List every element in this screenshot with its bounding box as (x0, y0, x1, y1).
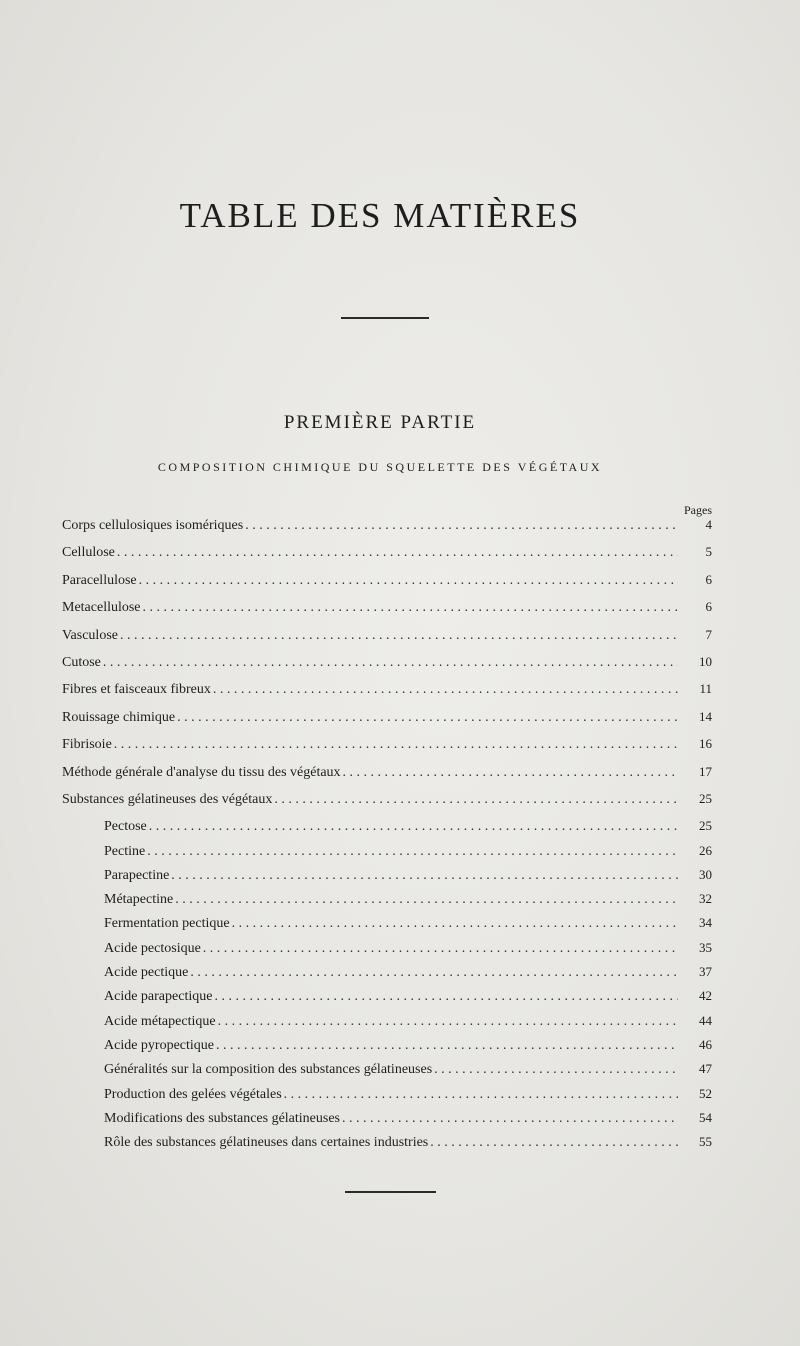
toc-entry-page: 52 (699, 1085, 712, 1101)
toc-subentry (62, 1086, 712, 1110)
toc-entry-page: 35 (699, 939, 712, 955)
toc-entry (62, 544, 712, 571)
leader-dots (343, 765, 678, 781)
toc-subentry (62, 915, 712, 939)
leader-dots (103, 655, 678, 671)
toc-entry-label: Cutose (62, 654, 101, 670)
toc-entry-page: 11 (699, 681, 712, 697)
leader-dots (117, 545, 678, 561)
end-divider (345, 1191, 436, 1193)
toc-entry-page: 54 (699, 1109, 712, 1125)
leader-dots (430, 1135, 678, 1151)
toc-entry-label: Métapectine (104, 892, 174, 908)
leader-dots (245, 518, 678, 534)
toc-entry-label: Modifications des substances gélatineuses (104, 1110, 341, 1126)
toc-entry (62, 764, 712, 791)
toc-subentry (62, 1134, 712, 1158)
toc-entry-label: Acide pectosique (104, 940, 201, 956)
toc-entry-label: Fibrisoie (62, 737, 112, 753)
toc-entry-page: 7 (705, 626, 712, 642)
toc-entry-label: Pectine (104, 843, 146, 859)
toc-entry-label: Vasculose (62, 627, 118, 643)
toc-subentry (62, 964, 712, 988)
toc-entry-label: Fibres et faisceaux fibreux (62, 682, 211, 698)
table-of-contents (62, 517, 712, 1158)
toc-entry-page: 16 (699, 736, 712, 752)
toc-entry-page: 5 (705, 544, 712, 560)
page-title: TABLE DES MATIÈRES (179, 196, 581, 235)
leader-dots (143, 600, 678, 616)
toc-entry (62, 681, 712, 708)
toc-entry-label: Méthode générale d'analyse du tissu des végétaux (62, 764, 341, 780)
part-heading: PREMIÈRE PARTIE (283, 412, 477, 433)
toc-entry-page: 6 (705, 599, 712, 615)
toc-subentry (62, 1110, 712, 1134)
toc-entry-page: 37 (699, 964, 712, 980)
toc-subentry (62, 867, 712, 891)
leader-dots (284, 1087, 678, 1103)
toc-entry (62, 572, 712, 599)
toc-entry-page: 10 (699, 653, 712, 669)
leader-dots (149, 819, 678, 835)
toc-entry (62, 736, 712, 763)
leader-dots (434, 1062, 678, 1078)
toc-entry (62, 599, 712, 626)
leader-dots (147, 844, 678, 860)
leader-dots (218, 1014, 678, 1030)
toc-entry-page: 4 (705, 517, 712, 532)
toc-entry-page: 32 (699, 891, 712, 907)
leader-dots (171, 868, 678, 884)
leader-dots (203, 941, 678, 957)
toc-entry-page: 25 (699, 790, 712, 806)
leader-dots (342, 1111, 678, 1127)
toc-entry (62, 709, 712, 736)
toc-entry (62, 654, 712, 681)
toc-entry-page: 30 (699, 866, 712, 882)
toc-entry-label: Acide métapectique (104, 1013, 216, 1029)
toc-subentry (62, 1013, 712, 1037)
toc-entry-label: Paracellulose (62, 572, 137, 588)
toc-subentry (62, 891, 712, 915)
toc-entry-label: Acide pectique (104, 965, 189, 981)
toc-entry-page: 14 (699, 708, 712, 724)
toc-entry-page: 42 (699, 988, 712, 1004)
toc-entry-page: 47 (699, 1061, 712, 1077)
leader-dots (120, 628, 678, 644)
toc-entry (62, 627, 712, 654)
toc-entry-label: Acide parapectique (104, 989, 213, 1005)
leader-dots (213, 682, 678, 698)
leader-dots (139, 573, 678, 589)
leader-dots (216, 1038, 678, 1054)
toc-entry-label: Rôle des substances gélatineuses dans certaines industries (104, 1135, 429, 1151)
toc-entry (62, 517, 712, 544)
leader-dots (214, 989, 678, 1005)
leader-dots (114, 737, 678, 753)
toc-entry (62, 791, 712, 818)
part-subtitle: COMPOSITION CHIMIQUE DU SQUELETTE DES VÉGÉTAUX (157, 460, 603, 474)
leader-dots (177, 710, 678, 726)
leader-dots (274, 792, 678, 808)
toc-subentry (62, 1061, 712, 1085)
pages-column-label: Pages (684, 503, 712, 517)
toc-entry-label: Fermentation pectique (104, 916, 230, 932)
toc-subentry (62, 843, 712, 867)
toc-entry-label: Parapectine (104, 867, 170, 883)
toc-subentry (62, 818, 712, 842)
toc-entry-label: Corps cellulosiques isomériques (62, 518, 244, 533)
toc-entry-page: 17 (699, 763, 712, 779)
toc-entry-page: 26 (699, 842, 712, 858)
toc-entry-page: 34 (699, 915, 712, 931)
toc-entry-page: 6 (705, 571, 712, 587)
toc-entry-page: 55 (699, 1134, 712, 1150)
toc-entry-label: Substances gélatineuses des végétaux (62, 791, 273, 807)
toc-entry-label: Rouissage chimique (62, 709, 176, 725)
toc-entry-page: 44 (699, 1012, 712, 1028)
leader-dots (175, 892, 678, 908)
toc-entry-label: Cellulose (62, 545, 115, 561)
toc-entry-page: 46 (699, 1036, 712, 1052)
toc-entry-label: Metacellulose (62, 600, 141, 616)
leader-dots (190, 965, 678, 981)
toc-subentry (62, 1037, 712, 1061)
toc-entry-label: Pectose (104, 819, 147, 835)
toc-entry-label: Généralités sur la composition des substances gélatineuses (104, 1062, 433, 1078)
leader-dots (232, 916, 678, 932)
toc-entry-label: Acide pyropectique (104, 1037, 215, 1053)
toc-entry-label: Production des gelées végétales (104, 1086, 282, 1102)
title-divider (341, 317, 429, 319)
toc-subentry (62, 988, 712, 1012)
toc-subentry (62, 940, 712, 964)
toc-entry-page: 25 (699, 818, 712, 834)
